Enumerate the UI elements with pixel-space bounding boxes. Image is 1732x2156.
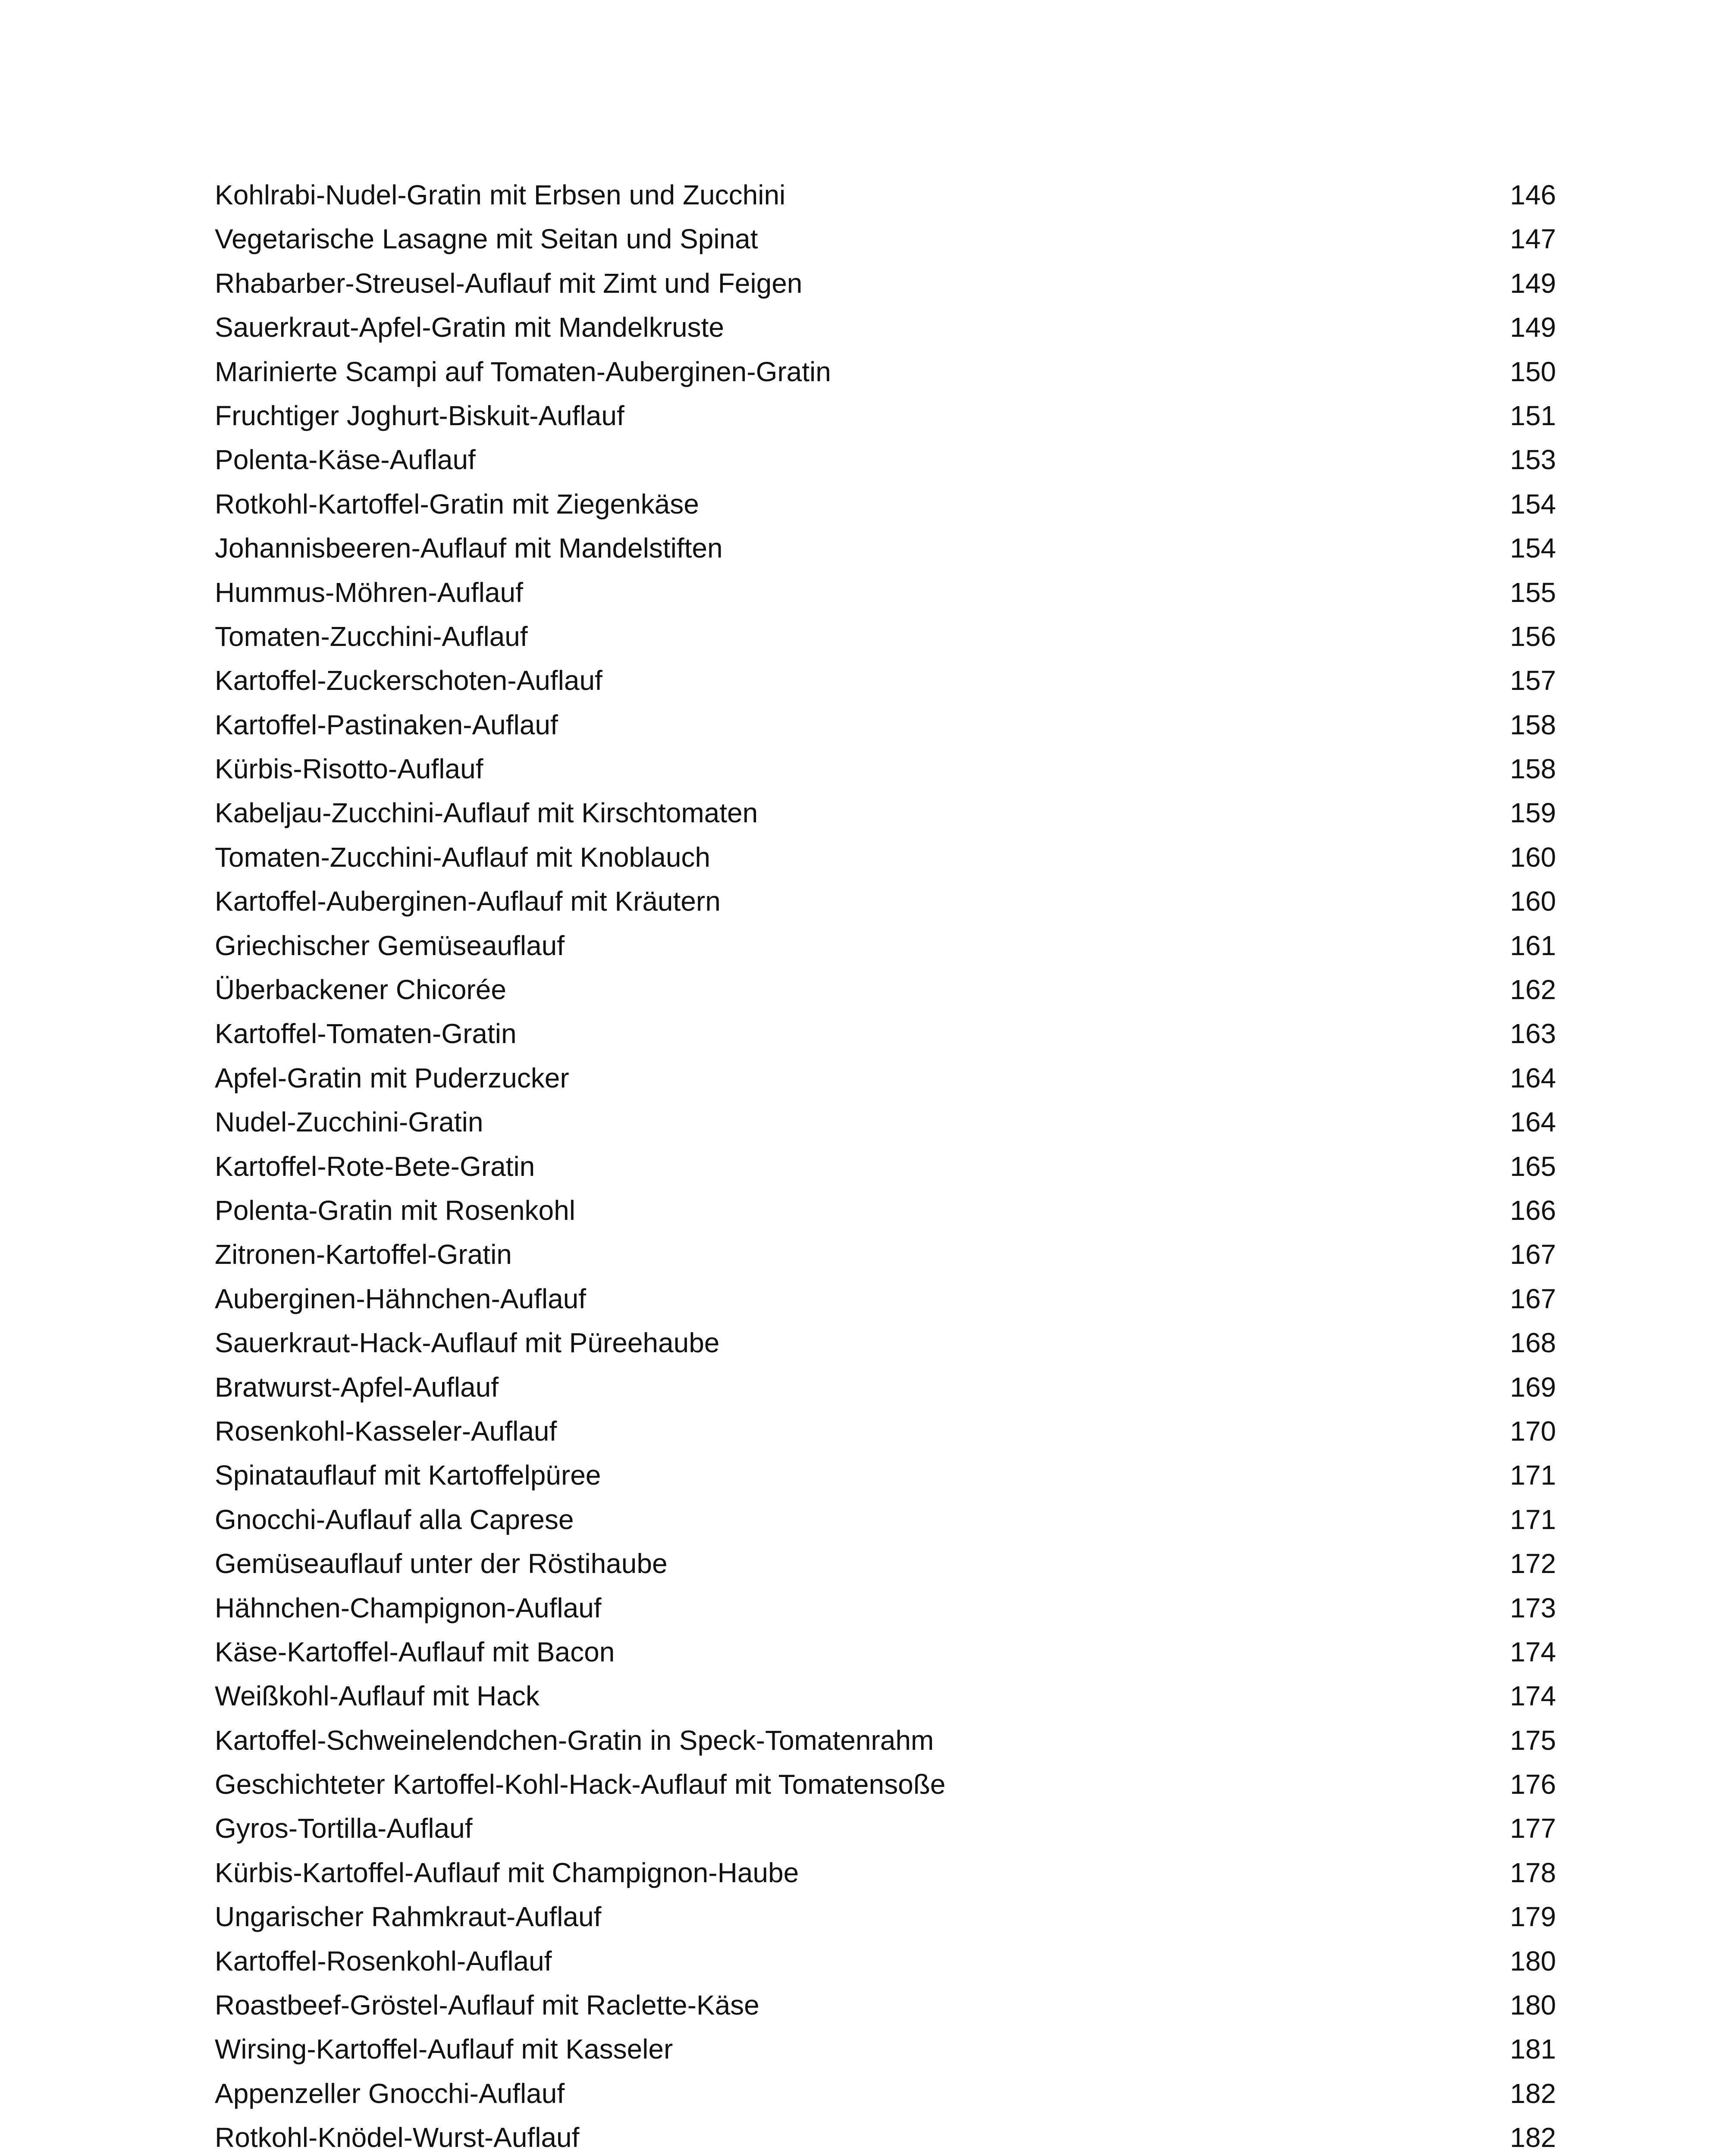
toc-entry-page: 150 (1510, 356, 1556, 387)
toc-entry-page: 181 (1510, 2034, 1556, 2065)
toc-entry-page: 149 (1510, 267, 1556, 299)
toc-entry[interactable] (215, 2035, 1556, 2079)
toc-entry[interactable] (215, 1947, 1556, 1991)
toc-entry-page: 171 (1510, 1504, 1556, 1535)
toc-entry[interactable] (215, 755, 1556, 799)
toc-entry-title: Kartoffel-Schweinelendchen-Gratin in Speck-Tomatenrahm (215, 1724, 934, 1756)
toc-entry-page: 169 (1510, 1371, 1556, 1403)
toc-entry-title: Kartoffel-Pastinaken-Auflauf (215, 709, 558, 740)
toc-entry-page: 165 (1510, 1150, 1556, 1182)
toc-entry[interactable] (215, 1241, 1556, 1285)
toc-entry-title: Tomaten-Zucchini-Auflauf mit Knoblauch (215, 841, 710, 873)
toc-entry[interactable] (215, 932, 1556, 976)
toc-entry-page: 146 (1510, 179, 1556, 210)
toc-entry-title: Käse-Kartoffel-Auflauf mit Bacon (215, 1636, 615, 1667)
toc-entry[interactable] (215, 1064, 1556, 1108)
toc-entry-page: 149 (1510, 312, 1556, 343)
toc-entry-page: 155 (1510, 577, 1556, 608)
toc-entry-title: Spinatauflauf mit Kartoffelpüree (215, 1460, 601, 1491)
toc-entry[interactable] (215, 1903, 1556, 1947)
toc-entry[interactable] (215, 711, 1556, 755)
toc-entry-title: Auberginen-Hähnchen-Auflauf (215, 1283, 587, 1314)
toc-entry-page: 179 (1510, 1901, 1556, 1933)
toc-entry-page: 174 (1510, 1680, 1556, 1712)
toc-entry[interactable] (215, 1020, 1556, 1064)
toc-entry[interactable] (215, 2080, 1556, 2124)
toc-entry-title: Weißkohl-Auflauf mit Hack (215, 1680, 540, 1712)
toc-entry-title: Rotkohl-Knödel-Wurst-Auflauf (215, 2122, 580, 2153)
toc-entry[interactable] (215, 402, 1556, 446)
toc-entry[interactable] (215, 1373, 1556, 1417)
toc-entry[interactable] (215, 1550, 1556, 1594)
toc-entry[interactable] (215, 267, 1556, 313)
table-of-contents (215, 181, 1556, 2156)
toc-entry-title: Fruchtiger Joghurt-Biskuit-Auflauf (215, 400, 624, 431)
toc-entry[interactable] (215, 620, 1556, 667)
toc-entry-page: 180 (1510, 1945, 1556, 1977)
toc-entry[interactable] (215, 1329, 1556, 1373)
toc-entry-title: Nudel-Zucchini-Gratin (215, 1106, 483, 1138)
toc-entry-title: Apfel-Gratin mit Puderzucker (215, 1062, 569, 1094)
toc-entry-page: 167 (1510, 1239, 1556, 1270)
toc-entry-title: Appenzeller Gnocchi-Auflauf (215, 2078, 565, 2109)
toc-entry-page: 159 (1510, 797, 1556, 829)
toc-entry-title: Polenta-Gratin mit Rosenkohl (215, 1194, 575, 1226)
toc-entry[interactable] (215, 1638, 1556, 1682)
toc-entry-page: 161 (1510, 930, 1556, 961)
toc-entry-page: 151 (1510, 400, 1556, 431)
toc-entry[interactable] (215, 313, 1556, 357)
toc-entry[interactable] (215, 1771, 1556, 1814)
toc-entry[interactable] (215, 181, 1556, 225)
toc-entry-page: 154 (1510, 488, 1556, 520)
toc-entry-page: 170 (1510, 1415, 1556, 1447)
toc-entry-title: Kartoffel-Auberginen-Auflauf mit Kräutern (215, 886, 721, 917)
toc-entry-page: 160 (1510, 841, 1556, 873)
toc-entry-title: Kartoffel-Tomaten-Gratin (215, 1018, 517, 1050)
toc-entry-title: Kürbis-Risotto-Auflauf (215, 753, 483, 785)
toc-entry-title: Hähnchen-Champignon-Auflauf (215, 1592, 602, 1623)
toc-entry-page: 153 (1510, 444, 1556, 476)
toc-entry-title: Rosenkohl-Kasseler-Auflauf (215, 1415, 557, 1447)
toc-entry-title: Rhabarber-Streusel-Auflauf mit Zimt und Feigen (215, 267, 803, 299)
toc-entry-page: 163 (1510, 1018, 1556, 1050)
toc-entry-page: 164 (1510, 1062, 1556, 1094)
toc-entry-title: Kartoffel-Zuckerschoten-Auflauf (215, 665, 602, 696)
toc-entry[interactable] (215, 1682, 1556, 1726)
toc-entry-page: 172 (1510, 1548, 1556, 1579)
toc-entry-page: 157 (1510, 665, 1556, 696)
toc-entry[interactable] (215, 976, 1556, 1020)
toc-entry[interactable] (215, 2124, 1556, 2156)
toc-entry-title: Roastbeef-Gröstel-Auflauf mit Raclette-Käse (215, 1990, 759, 2021)
toc-entry[interactable] (215, 1194, 1556, 1241)
toc-entry[interactable] (215, 579, 1556, 623)
toc-entry-page: 158 (1510, 709, 1556, 740)
toc-entry-title: Ungarischer Rahmkraut-Auflauf (215, 1901, 602, 1933)
toc-entry-title: Wirsing-Kartoffel-Auflauf mit Kasseler (215, 2034, 673, 2065)
toc-entry-title: Gyros-Tortilla-Auflauf (215, 1813, 473, 1844)
toc-entry[interactable] (215, 1594, 1556, 1638)
toc-entry-page: 176 (1510, 1769, 1556, 1800)
toc-entry[interactable] (215, 887, 1556, 931)
toc-entry[interactable] (215, 1108, 1556, 1152)
toc-entry-page: 164 (1510, 1106, 1556, 1138)
toc-entry[interactable] (215, 843, 1556, 887)
toc-entry-title: Hummus-Möhren-Auflauf (215, 577, 523, 608)
toc-entry-title: Kabeljau-Zucchini-Auflauf mit Kirschtomaten (215, 797, 758, 829)
toc-entry[interactable] (215, 1285, 1556, 1329)
toc-entry[interactable] (215, 1814, 1556, 1858)
toc-entry[interactable] (215, 1461, 1556, 1505)
toc-entry[interactable] (215, 490, 1556, 534)
toc-entry-title: Kohlrabi-Nudel-Gratin mit Erbsen und Zucchini (215, 179, 786, 210)
toc-entry-title: Überbackener Chicorée (215, 974, 506, 1006)
toc-entry[interactable] (215, 358, 1556, 402)
toc-entry-title: Griechischer Gemüseauflauf (215, 930, 565, 961)
toc-entry-title: Bratwurst-Apfel-Auflauf (215, 1371, 499, 1403)
toc-entry-title: Kürbis-Kartoffel-Auflauf mit Champignon-Haube (215, 1857, 799, 1888)
toc-entry-page: 178 (1510, 1857, 1556, 1888)
toc-entry[interactable] (215, 225, 1556, 269)
toc-entry-title: Kartoffel-Rote-Bete-Gratin (215, 1150, 535, 1182)
toc-entry-title: Zitronen-Kartoffel-Gratin (215, 1239, 512, 1270)
toc-entry-page: 156 (1510, 620, 1556, 652)
toc-entry-page: 147 (1510, 223, 1556, 255)
toc-entry-title: Marinierte Scampi auf Tomaten-Auberginen-Gratin (215, 356, 831, 387)
toc-entry-title: Rotkohl-Kartoffel-Gratin mit Ziegenkäse (215, 488, 699, 520)
toc-entry-page: 173 (1510, 1592, 1556, 1623)
toc-entry-title: Tomaten-Zucchini-Auflauf (215, 620, 528, 652)
toc-entry-page: 154 (1510, 533, 1556, 564)
toc-entry-title: Johannisbeeren-Auflauf mit Mandelstiften (215, 533, 723, 564)
toc-entry-page: 180 (1510, 1990, 1556, 2021)
toc-entry[interactable] (215, 446, 1556, 490)
toc-entry-page: 182 (1510, 2122, 1556, 2153)
toc-entry-title: Gemüseauflauf unter der Röstihaube (215, 1548, 668, 1579)
toc-entry[interactable] (215, 1859, 1556, 1903)
toc-entry[interactable] (215, 667, 1556, 711)
toc-entry-title: Sauerkraut-Hack-Auflauf mit Püreehaube (215, 1327, 720, 1359)
toc-entry[interactable] (215, 1150, 1556, 1197)
toc-entry-page: 174 (1510, 1636, 1556, 1667)
toc-entry-title: Vegetarische Lasagne mit Seitan und Spinat (215, 223, 758, 255)
toc-entry-page: 167 (1510, 1283, 1556, 1314)
toc-entry-page: 182 (1510, 2078, 1556, 2109)
toc-entry[interactable] (215, 1417, 1556, 1461)
toc-entry-title: Sauerkraut-Apfel-Gratin mit Mandelkruste (215, 312, 724, 343)
toc-entry-title: Kartoffel-Rosenkohl-Auflauf (215, 1945, 552, 1977)
toc-entry[interactable] (215, 799, 1556, 843)
toc-entry-page: 168 (1510, 1327, 1556, 1359)
toc-entry-page: 175 (1510, 1724, 1556, 1756)
toc-entry-title: Gnocchi-Auflauf alla Caprese (215, 1504, 574, 1535)
toc-entry-page: 160 (1510, 886, 1556, 917)
toc-entry-page: 177 (1510, 1813, 1556, 1844)
toc-entry-page: 171 (1510, 1460, 1556, 1491)
toc-entry[interactable] (215, 1991, 1556, 2035)
toc-entry-title: Polenta-Käse-Auflauf (215, 444, 476, 476)
toc-entry[interactable] (215, 1506, 1556, 1550)
toc-entry[interactable] (215, 1724, 1556, 1771)
toc-entry[interactable] (215, 534, 1556, 578)
toc-entry-title: Geschichteter Kartoffel-Kohl-Hack-Auflauf mit Tomatensoße (215, 1769, 946, 1800)
toc-entry-page: 158 (1510, 753, 1556, 785)
toc-entry-page: 166 (1510, 1194, 1556, 1226)
toc-entry-page: 162 (1510, 974, 1556, 1006)
